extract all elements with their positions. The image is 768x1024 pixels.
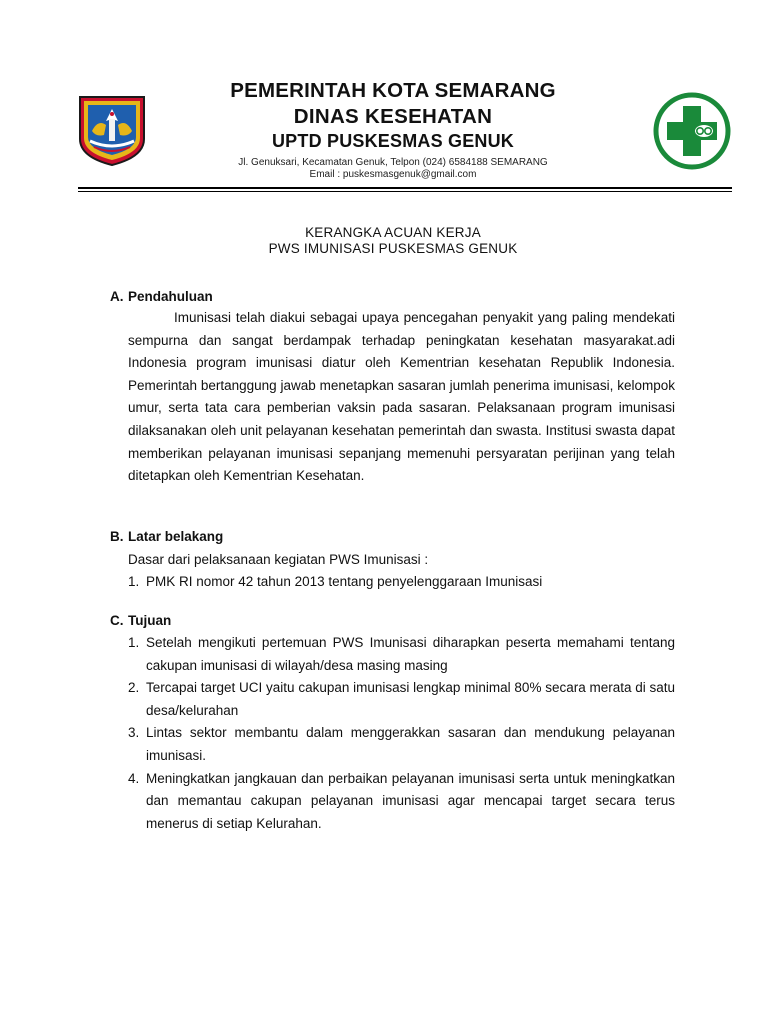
section-b-intro: Dasar dari pelaksanaan kegiatan PWS Imunisasi : — [128, 552, 429, 567]
letterhead-divider-thin — [78, 191, 732, 192]
letterhead-government: PEMERINTAH KOTA SEMARANG — [230, 79, 556, 102]
list-item: 1. PMK RI nomor 42 tahun 2013 tentang penyelenggaraan Imunisasi — [128, 574, 543, 589]
list-item: 4. Meningkatkan jangkauan dan perbaikan pelayanan imunisasi serta untuk meningkatkan dan memantau cakupan pelayanan imunisasi agar mencapai target secara terus menerus di setiap Kelurahan. — [128, 770, 675, 831]
list-item: 2. Tercapai target UCI yaitu cakupan imunisasi lengkap minimal 80% secara merata di satu desa/kelurahan — [128, 680, 676, 718]
document-title: KERANGKA ACUAN KERJA — [305, 225, 481, 240]
puskesmas-logo-icon — [653, 92, 731, 170]
list-item: 1. Setelah mengikuti pertemuan PWS Imunisasi diharapkan peserta memahami tentang cakupan imunisasi di wilayah/desa masing masing — [128, 635, 675, 673]
section-a-title: Pendahuluan — [128, 289, 213, 304]
section-a-heading — [110, 289, 213, 304]
section-b-title: Latar belakang — [128, 529, 224, 544]
letterhead-divider-thick — [78, 187, 732, 189]
semarang-city-emblem-icon — [78, 95, 146, 167]
section-c-list — [128, 632, 675, 835]
list-item: 3. Lintas sektor membantu dalam menggerakkan sasaran dan mendukung pelayanan imunisasi. — [128, 725, 675, 763]
section-c-marker: C. — [110, 613, 124, 628]
section-a-paragraph: Imunisasi telah diakui sebagai upaya pencegahan penyakit yang paling mendekati sempurna dan sangat berdampak terhadap peningkatan kesehatan masyarakat.adi Indonesia program imunisasi diatur oleh Kementrian kesehatan Republik Indonesia. Pemerintah bertanggung jawab menetapkan sasaran jumlah penerima imunisasi, kelompok umur, serta tata cara pemberian vaksin pada sasaran. Pelaksanaan program imunisasi dilaksanakan oleh unit pelayanan kesehatan pemerintah dan swasta. Institusi swasta dapat memberikan pelayanan imunisasi sepanjang memenuhi persyaratan perijinan yang telah ditetapkan oleh Kementrian Kesehatan. — [128, 310, 675, 484]
section-b-list — [128, 571, 675, 594]
letterhead-unit: UPTD PUSKESMAS GENUK — [271, 131, 515, 151]
document-subtitle: PWS IMUNISASI PUSKESMAS GENUK — [268, 241, 518, 256]
section-c-heading — [110, 613, 171, 628]
section-b-marker: B. — [110, 529, 124, 544]
section-b-heading — [110, 529, 223, 544]
letterhead-email: Email : puskesmasgenuk@gmail.com — [309, 169, 477, 180]
letterhead-address: Jl. Genuksari, Kecamatan Genuk, Telpon (024) 6584188 SEMARANG — [238, 157, 548, 168]
letterhead-department: DINAS KESEHATAN — [293, 105, 493, 128]
section-c-title: Tujuan — [128, 613, 172, 628]
section-a-marker: A. — [110, 289, 124, 304]
